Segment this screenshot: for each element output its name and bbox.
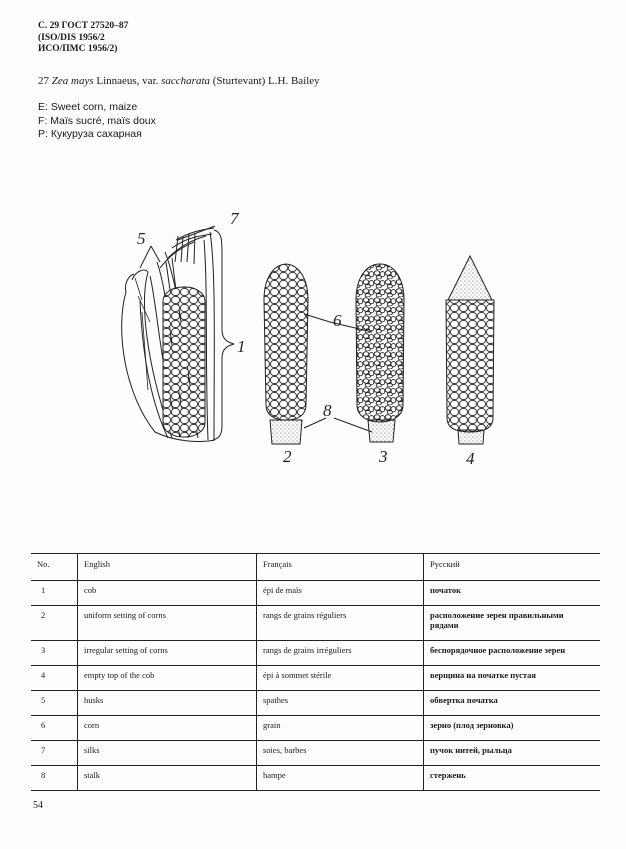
iso-reference-ru: ИСО/ПМС 1956/2) — [38, 44, 118, 54]
authority: Linnaeus, var. — [96, 75, 159, 87]
variety-name: saccharata — [161, 75, 211, 87]
col-english: English — [78, 554, 257, 581]
entry-title — [38, 75, 320, 87]
row-french: rangs de grains réguliers — [257, 606, 424, 641]
document-header — [38, 21, 128, 56]
row-french: rangs de grains irréguliers — [257, 641, 424, 666]
callout-3: 3 — [379, 447, 388, 466]
col-no: No. — [31, 554, 78, 581]
variety-author: (Sturtevant) L.H. Bailey — [212, 75, 320, 87]
row-french: épi de maïs — [257, 581, 424, 606]
row-english: empty top of the cob — [78, 666, 257, 691]
row-french: spathes — [257, 691, 424, 716]
table-row — [31, 691, 600, 716]
row-russian: расположение зерен правильными рядами — [424, 606, 601, 641]
page-number: 54 — [33, 800, 43, 811]
row-french: hampe — [257, 766, 424, 791]
name-english: E: Sweet corn, maize — [38, 101, 138, 113]
col-russian: Русский — [424, 554, 601, 581]
table-row — [31, 641, 600, 666]
ear-empty-top-drawing — [446, 256, 494, 444]
ear-uniform-drawing — [264, 264, 308, 444]
row-no: 1 — [31, 581, 78, 606]
callout-7: 7 — [230, 209, 239, 228]
ear-irregular-drawing — [356, 264, 404, 442]
callout-6: 6 — [333, 311, 342, 330]
species-name: Zea mays — [51, 75, 94, 87]
row-english: irregular setting of corns — [78, 641, 257, 666]
common-names — [38, 101, 156, 142]
row-russian: верщина на початке пустая — [424, 666, 601, 691]
row-russian: стержень — [424, 766, 601, 791]
row-english: uniform setting of corns — [78, 606, 257, 641]
row-russian: початок — [424, 581, 601, 606]
callout-5: 5 — [137, 229, 146, 248]
row-no: 6 — [31, 716, 78, 741]
standard-code: С. 29 ГОСТ 27520–87 — [38, 21, 129, 31]
row-russian: обвертка початка — [424, 691, 601, 716]
corn-illustration — [0, 190, 626, 480]
row-no: 5 — [31, 691, 78, 716]
table-row — [31, 606, 600, 641]
row-english: silks — [78, 741, 257, 766]
row-no: 8 — [31, 766, 78, 791]
row-no: 4 — [31, 666, 78, 691]
row-english: husks — [78, 691, 257, 716]
entry-number: 27 — [38, 75, 49, 87]
table-row — [31, 581, 600, 606]
row-english: cob — [78, 581, 257, 606]
table-row — [31, 741, 600, 766]
row-russian: беспорядочное расположение зерен — [424, 641, 601, 666]
table-row — [31, 666, 600, 691]
callout-4: 4 — [466, 449, 475, 468]
bracket-cob — [213, 230, 234, 440]
row-russian: пучок нитей, рыльца — [424, 741, 601, 766]
row-no: 2 — [31, 606, 78, 641]
row-no: 3 — [31, 641, 78, 666]
row-french: grain — [257, 716, 424, 741]
row-english: stalk — [78, 766, 257, 791]
callout-2: 2 — [283, 447, 292, 466]
iso-reference: (ISO/DIS 1956/2 — [38, 32, 105, 43]
row-english: corn — [78, 716, 257, 741]
col-french: Français — [257, 554, 424, 581]
table-row — [31, 766, 600, 791]
row-russian: зерно (плод зерновка) — [424, 716, 601, 741]
table-header-row — [31, 554, 600, 581]
name-french: F: Maïs sucré, maïs doux — [38, 114, 156, 127]
callout-8: 8 — [323, 401, 332, 420]
husked-ear-drawing — [122, 228, 215, 441]
table-row — [31, 716, 600, 741]
callout-1: 1 — [237, 337, 246, 356]
row-no: 7 — [31, 741, 78, 766]
row-french: épi à sommet stérile — [257, 666, 424, 691]
terms-table — [31, 553, 600, 791]
name-russian: P: Кукуруза сахарная — [38, 128, 142, 140]
row-french: soies, barbes — [257, 741, 424, 766]
